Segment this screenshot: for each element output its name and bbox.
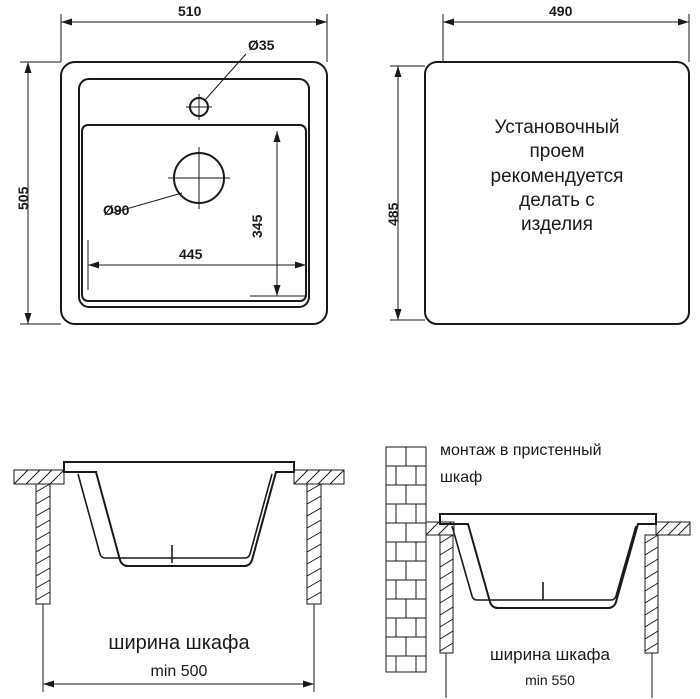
cabinet-width-min-right: min 550: [525, 672, 575, 688]
cutout-note-line-4: делать с: [519, 189, 595, 211]
cabinet-width-caption-right: ширина шкафа: [490, 645, 610, 664]
cutout-note-line-2: проем: [529, 141, 585, 163]
dim-label-height-505: 505: [15, 186, 31, 210]
dim-label-width-510: 510: [178, 3, 202, 19]
wall-mount-note-line-2: шкаф: [440, 469, 483, 486]
cutout-note-line-5: изделия: [521, 214, 593, 236]
dim-label-inner-height-345: 345: [249, 214, 265, 238]
dim-label-inner-width-445: 445: [179, 246, 203, 262]
dim-label-hole-35: Ø35: [248, 37, 275, 53]
dim-label-cutout-height-485: 485: [385, 202, 401, 226]
cutout-note-text: [433, 116, 681, 238]
cabinet-width-caption-left: ширина шкафа: [108, 632, 250, 654]
dim-label-cutout-width-490: 490: [549, 3, 573, 19]
cutout-note-line-3: рекомендуется: [490, 165, 624, 187]
wall-mount-note-line-1: монтаж в пристенный: [440, 442, 602, 459]
cutout-note-line-1: Установочный: [494, 117, 620, 138]
dim-label-hole-90: Ø90: [103, 202, 130, 218]
cabinet-width-min-left: min 500: [150, 663, 208, 680]
